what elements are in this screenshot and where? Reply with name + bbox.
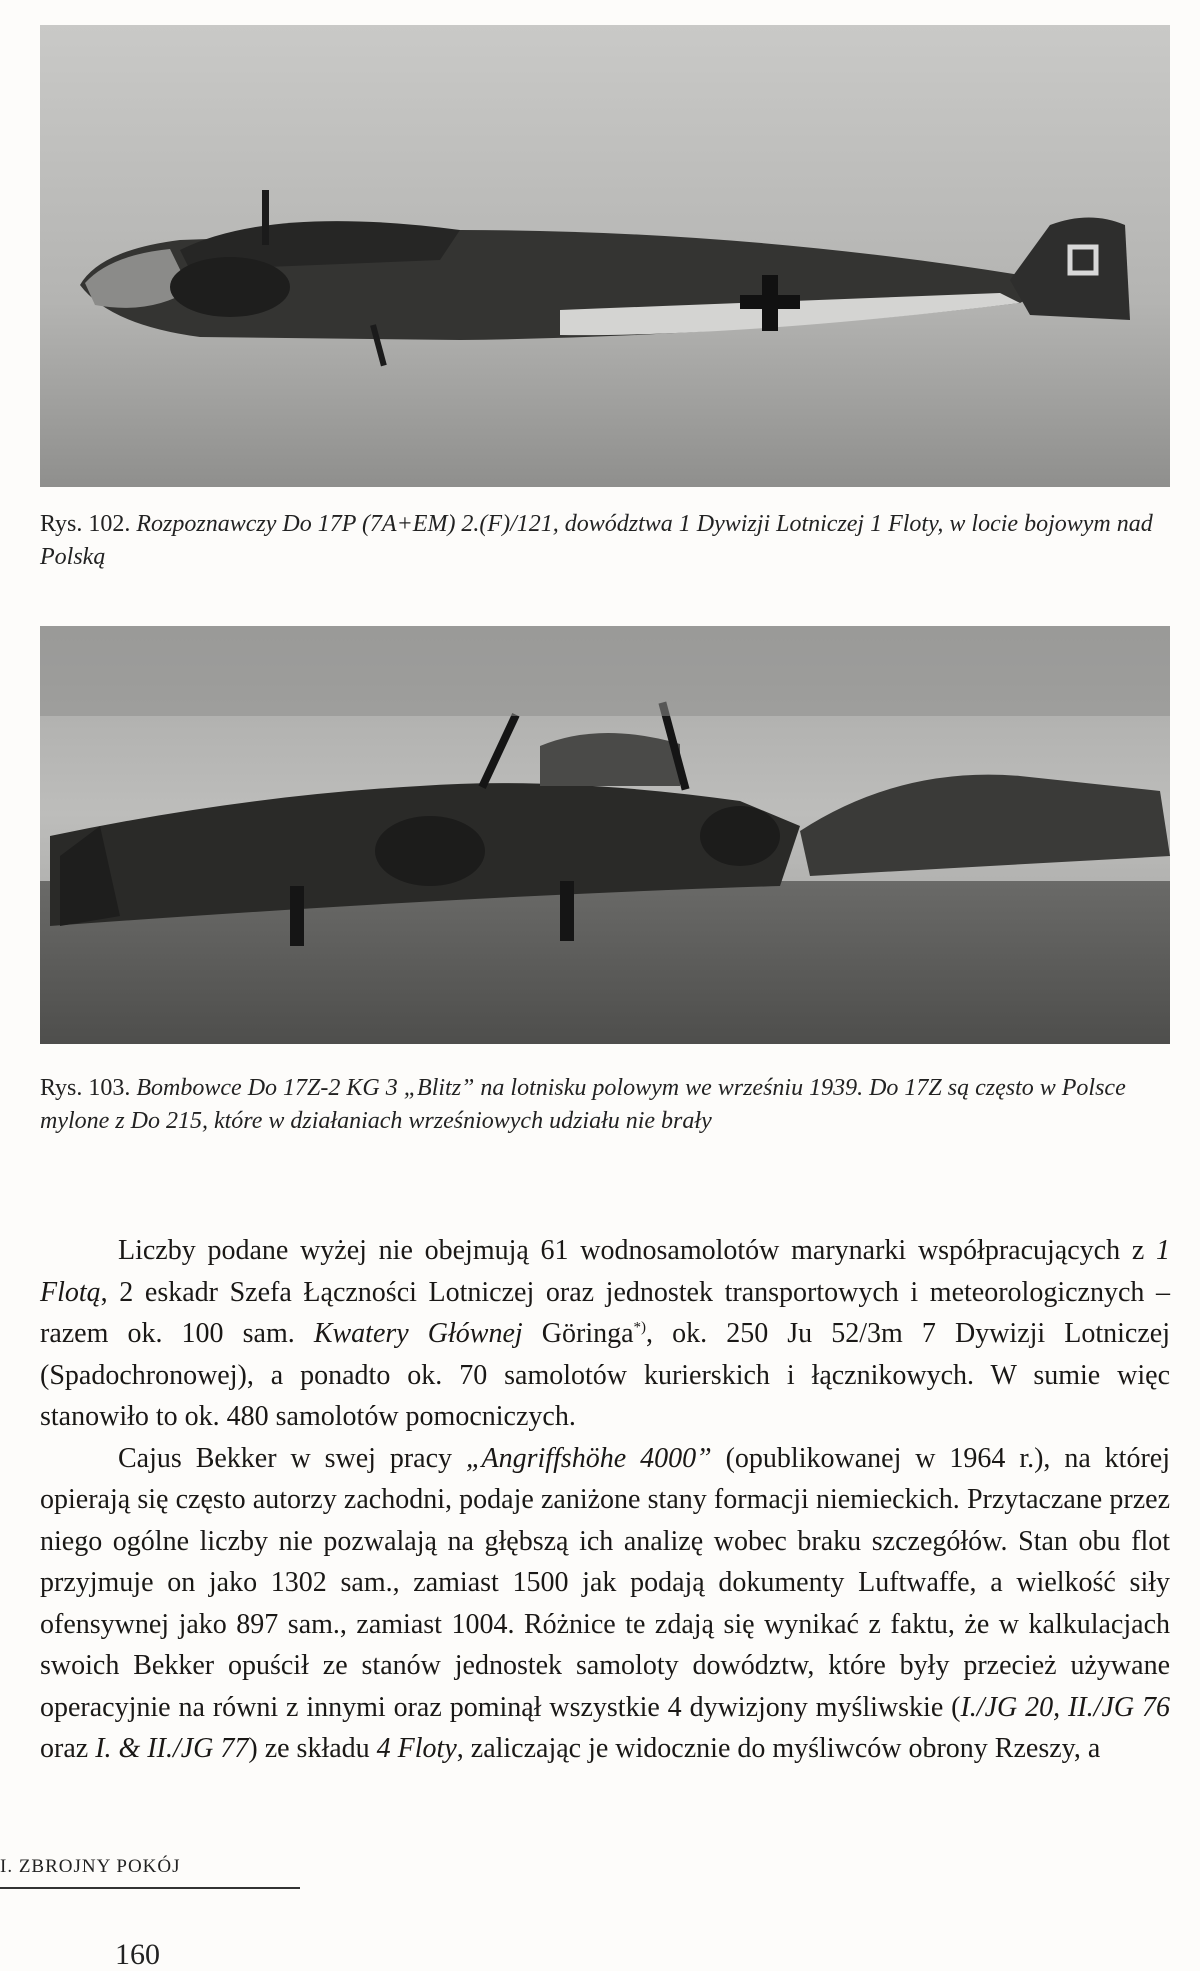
figure-caption (40, 508, 1170, 574)
text-run: Liczby podane wyżej nie obejmują 61 wodnosamolotów marynarki współpracujących z (118, 1235, 1156, 1266)
paragraph (40, 1438, 1170, 1770)
text-run-italic: 1 Flotą (40, 1235, 1170, 1308)
body-text (40, 1230, 1170, 1770)
text-run: ) ze składu (248, 1733, 377, 1764)
paragraph (40, 1230, 1170, 1438)
footer-rule (0, 1887, 300, 1889)
text-run: (opublikowanej w 1964 r.), na której opierają się często autorzy zachodni, podaje zaniżone stany formacji niemieckich. Przytaczane przez niego ogólne liczby nie pozwalają na głębszą ich analizę wobec braku szczegółów. Stan obu flot przyjmuje on jako 1302 sam., zamiast 1500 jak podają dokumenty Luftwaffe, a wielkość siły ofensywnej jako 897 sam., zamiast 1004. Różnice te zdają się wynikać z faktu, że w kalkulacjach swoich Bekker opuścił ze stanów jednostek samoloty dowództw, które były przecież używane operacyjnie na równi z innymi oraz pominął wszystkie 4 dywizjony myśliwskie ( (40, 1442, 1170, 1723)
photo-do17z-on-airfield (40, 626, 1170, 1044)
text-run-italic: Kwatery Głównej (313, 1318, 523, 1349)
text-run-italic: „Angriffshöhe 4000” (465, 1442, 712, 1474)
figure-caption (40, 1072, 1170, 1138)
text-run: oraz (40, 1733, 96, 1764)
footnote-marker: *) (633, 1319, 647, 1336)
text-run: Cajus Bekker w swej pracy (118, 1442, 466, 1474)
figure-label: Rys. 102. (40, 511, 131, 537)
text-run: , 2 eskadr Szefa Łączności Lotniczej oraz jednostek transportowych i meteorologicznych – razem ok. 100 sam. (40, 1276, 1170, 1349)
text-run-italic: I. & II./JG 77 (95, 1733, 249, 1764)
running-footer-section: I. ZBROJNY POKÓJ (0, 1856, 181, 1877)
text-run: , zaliczając je widocznie do myśliwców obrony Rzeszy, a (456, 1733, 1101, 1764)
figure-caption-text: Bombowce Do 17Z-2 KG 3 „Blitz” na lotnisku polowym we wrześniu 1939. Do 17Z są często w Polsce mylone z Do 215, które w działaniach wrześniowych udziału nie brały (40, 1075, 1126, 1134)
text-run: Göringa (522, 1318, 634, 1349)
figure-caption-text: Rozpoznawczy Do 17P (7A+EM) 2.(F)/121, dowództwa 1 Dywizji Lotniczej 1 Floty, w locie bojowym nad Polską (40, 511, 1153, 570)
text-run-italic: I./JG 20, II./JG 76 (960, 1691, 1171, 1723)
photo-do17p-in-flight (40, 25, 1170, 487)
page-number: 160 (115, 1938, 160, 1971)
text-run: , ok. 250 Ju 52/3m 7 Dywizji Lotniczej (Spadochronowej), a ponadto ok. 70 samolotów kurierskich i łącznikowych. W sumie więc stanowiło to ok. 480 samolotów pomocniczych. (40, 1318, 1170, 1432)
figure-label: Rys. 103. (40, 1075, 131, 1101)
text-run-italic: 4 Floty (376, 1733, 457, 1764)
